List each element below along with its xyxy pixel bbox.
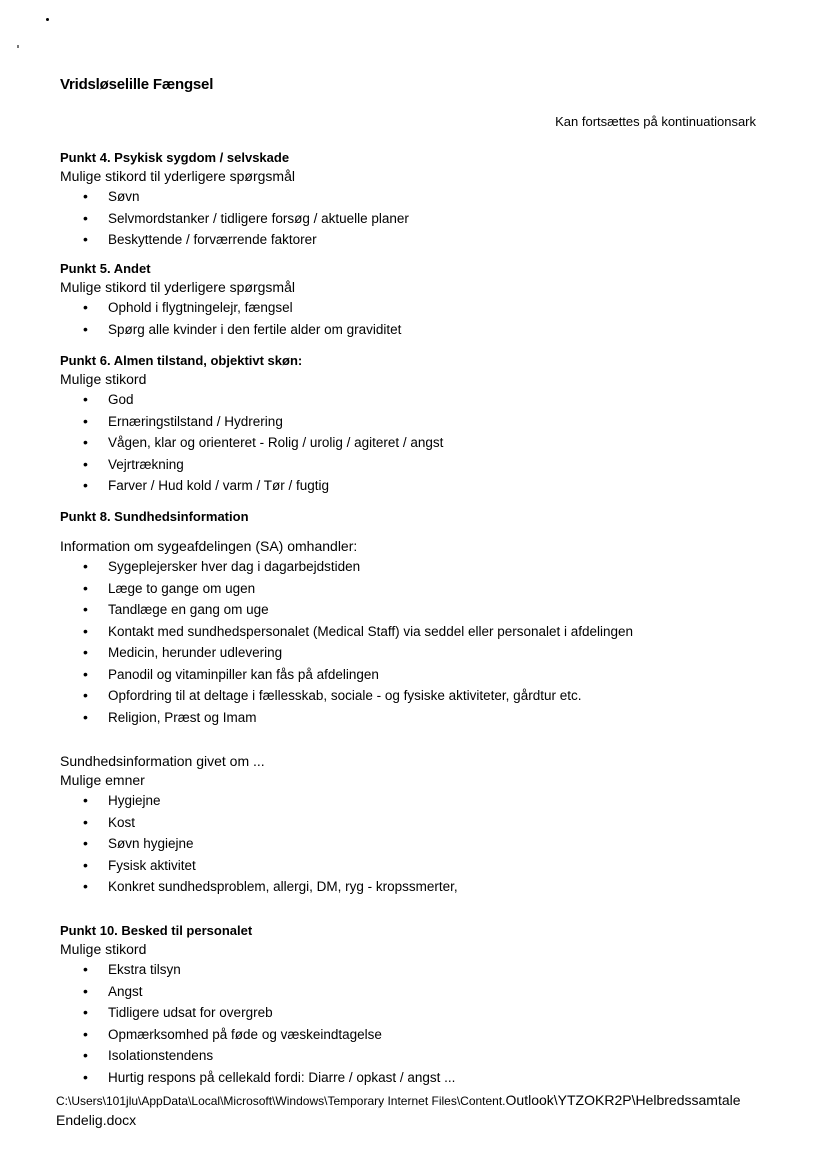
file-path-footer [56,1091,786,1131]
section-subtitle: Mulige stikord [60,371,147,387]
list-item: • Fysisk aktivitet [60,855,780,877]
list-item: • Panodil og vitaminpiller kan fås på afdelingen [60,664,780,686]
list-item: • Hurtig respons på cellekald fordi: Diarre / opkast / angst ... [60,1067,780,1089]
list-item: • Opfordring til at deltage i fællesskab, sociale - og fysiske aktiviteter, gårdtur etc. [60,685,780,707]
bullet-list [60,389,780,497]
scan-speck [46,18,49,21]
list-item: • Kost [60,812,780,834]
list-item: • Sygeplejersker hver dag i dagarbejdstiden [60,556,780,578]
section-punkt-8 [60,507,780,728]
continuation-note: Kan fortsættes på kontinuationsark [555,114,756,129]
list-item: • Søvn [60,186,780,208]
section-subtitle: Information om sygeafdelingen (SA) omhandler: [60,538,358,554]
section-punkt-5 [60,259,780,340]
section-subtitle: Mulige stikord [60,941,147,957]
list-item: • Kontakt med sundhedspersonalet (Medical Staff) via seddel eller personalet i afdelingen [60,621,780,643]
scan-speck [17,45,19,48]
file-path-small: C:\Users\101jlu\AppData\Local\Microsoft\Windows\Temporary Internet Files\Content. [56,1094,506,1108]
list-item: • Medicin, herunder udlevering [60,642,780,664]
file-path-large: Outlook\YTZOKR2P\Helbredssamtale [505,1092,741,1108]
list-item: • Konkret sundhedsproblem, allergi, DM, ryg - kropssmerter, [60,876,780,898]
list-item: • Opmærksomhed på føde og væskeindtagelse [60,1024,780,1046]
list-item: • Ekstra tilsyn [60,959,780,981]
list-item: • Beskyttende / forværrende faktorer [60,229,780,251]
section-intro: Sundhedsinformation givet om ... [60,753,265,769]
section-heading: Punkt 5. Andet [60,261,151,276]
list-item: • Tandlæge en gang om uge [60,599,780,621]
list-item: • Religion, Præst og Imam [60,707,780,729]
list-item: • Søvn hygiejne [60,833,780,855]
list-item: • Hygiejne [60,790,780,812]
list-item: • Spørg alle kvinder i den fertile alder om graviditet [60,319,780,341]
list-item: • Selvmordstanker / tidligere forsøg / aktuelle planer [60,208,780,230]
list-item: • Vågen, klar og orienteret - Rolig / urolig / agiteret / angst [60,432,780,454]
list-item: • Farver / Hud kold / varm / Tør / fugtig [60,475,780,497]
section-punkt-10 [60,921,780,1088]
list-item: • Ophold i flygtningelejr, fængsel [60,297,780,319]
list-item: • Læge to gange om ugen [60,578,780,600]
list-item: • Ernæringstilstand / Hydrering [60,411,780,433]
section-heading: Punkt 4. Psykisk sygdom / selvskade [60,150,290,165]
section-heading: Punkt 8. Sundhedsinformation [60,509,249,524]
bullet-list [60,556,780,728]
file-name: Endelig.docx [56,1112,137,1128]
list-item: • Angst [60,981,780,1003]
section-punkt-4 [60,148,780,251]
list-item: • Tidligere udsat for overgreb [60,1002,780,1024]
section-punkt-6 [60,351,780,497]
list-item: • God [60,389,780,411]
list-item: • Vejrtrækning [60,454,780,476]
section-subtitle: Mulige stikord til yderligere spørgsmål [60,168,295,184]
bullet-list [60,959,780,1088]
section-heading: Punkt 10. Besked til personalet [60,923,253,938]
document-title: Vridsløselille Fængsel [60,76,214,93]
bullet-list [60,790,780,898]
bullet-list [60,186,780,251]
section-heading: Punkt 6. Almen tilstand, objektivt skøn: [60,353,303,368]
section-subtitle: Mulige emner [60,772,145,788]
list-item: • Isolationstendens [60,1045,780,1067]
bullet-list [60,297,780,340]
section-subtitle: Mulige stikord til yderligere spørgsmål [60,279,295,295]
section-health-info-given [60,752,780,898]
